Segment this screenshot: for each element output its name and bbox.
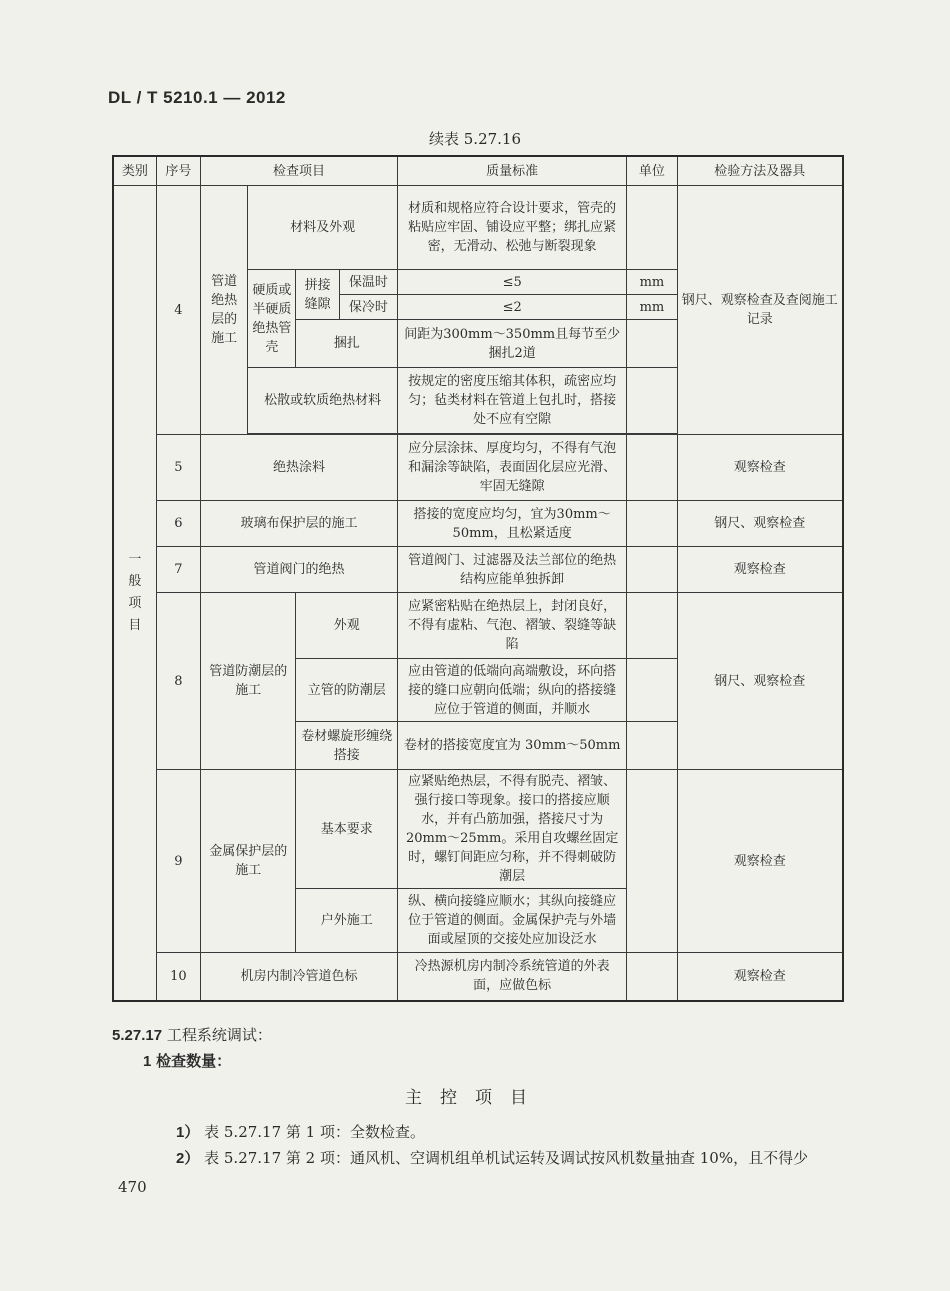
quality-standard: 应分层涂抹、厚度均匀，不得有气泡和漏涂等缺陷，表面固化层应光滑、牢固无缝隙 xyxy=(398,435,627,501)
row-number: 10 xyxy=(156,953,200,1001)
sub-item-label: 保冷时 xyxy=(339,295,397,320)
unit-cell xyxy=(627,501,677,547)
row-number: 8 xyxy=(156,593,200,770)
row-number: 9 xyxy=(156,770,200,953)
sub-item-1-text: 表 5.27.17 第 1 项：全数检查。 xyxy=(204,1123,425,1141)
category-general-items: 一 般 项 目 xyxy=(113,186,156,1001)
sub-item-label: 捆扎 xyxy=(296,320,398,368)
item-1 xyxy=(143,1050,231,1071)
col-header-method: 检验方法及器具 xyxy=(677,156,843,186)
inspection-method: 观察检查 xyxy=(677,547,843,593)
sub-item-1 xyxy=(176,1121,425,1142)
row-item: 管道阀门的绝热 xyxy=(200,547,397,593)
item-1-number: 1 xyxy=(143,1053,152,1070)
unit-cell xyxy=(627,593,677,659)
row-item: 玻璃布保护层的施工 xyxy=(200,501,397,547)
table-header-row xyxy=(113,156,843,186)
row-item: 管道绝热层的施工 xyxy=(200,186,247,435)
table-row xyxy=(113,953,843,1001)
quality-standard: 搭接的宽度应均匀，宜为30mm～50mm，且松紧适度 xyxy=(398,501,627,547)
inspection-method: 钢尺、观察检查及查阅施工记录 xyxy=(677,186,843,435)
quality-standard: 纵、横向接缝应顺水；其纵向接缝应位于管道的侧面。金属保护壳与外墙面或屋顶的交接处应加设泛水 xyxy=(398,889,627,953)
inspection-method: 观察检查 xyxy=(677,770,843,953)
col-header-unit: 单位 xyxy=(627,156,677,186)
unit-cell: mm xyxy=(627,295,677,320)
inspection-table xyxy=(112,155,844,1002)
inspection-method: 钢尺、观察检查 xyxy=(677,501,843,547)
inspection-method: 观察检查 xyxy=(677,435,843,501)
row-number: 7 xyxy=(156,547,200,593)
inspection-method: 钢尺、观察检查 xyxy=(677,593,843,770)
table-row xyxy=(113,186,843,270)
subtitle-main-items: 主控项目 xyxy=(405,1088,545,1108)
sub-item-label: 拼接缝隙 xyxy=(296,270,339,320)
sub-item-label: 材料及外观 xyxy=(248,186,398,270)
section-number: 5.27.17 xyxy=(112,1027,163,1044)
quality-standard: 按规定的密度压缩其体积，疏密应均匀；毡类材料在管道上包扎时，搭接处不应有空隙 xyxy=(398,368,627,434)
sub-item-label: 外观 xyxy=(296,593,398,659)
col-header-category: 类别 xyxy=(113,156,156,186)
col-header-number: 序号 xyxy=(156,156,200,186)
page-header-doc-code: DL / T 5210.1 — 2012 xyxy=(108,88,286,107)
section-heading xyxy=(112,1024,272,1045)
sub-item-2-number: 2） xyxy=(176,1150,200,1167)
row-item: 金属保护层的施工 xyxy=(200,770,296,953)
quality-standard: 冷热源机房内制冷系统管道的外表面，应做色标 xyxy=(398,953,627,1001)
sub-item-label: 基本要求 xyxy=(296,770,398,889)
unit-cell xyxy=(627,659,677,722)
quality-standard: ≤2 xyxy=(398,295,627,320)
sub-item-2 xyxy=(176,1147,808,1168)
quality-standard: 卷材的搭接宽度宜为 30mm～50mm xyxy=(398,722,627,770)
unit-cell xyxy=(627,320,677,368)
quality-standard: ≤5 xyxy=(398,270,627,295)
row-number: 6 xyxy=(156,501,200,547)
row-number: 5 xyxy=(156,435,200,501)
section-title: 工程系统调试： xyxy=(166,1026,272,1044)
item-1-text: 检查数量： xyxy=(156,1053,232,1070)
row-number: 4 xyxy=(156,186,200,435)
sub-item-2-text: 表 5.27.17 第 2 项：通风机、空调机组单机试运转及调试按风机数量抽查 10%，且不得少 xyxy=(204,1149,809,1167)
sub-item-label: 立管的防潮层 xyxy=(296,659,398,722)
quality-standard: 管道阀门、过滤器及法兰部位的绝热结构应能单独拆卸 xyxy=(398,547,627,593)
sub-item-label: 松散或软质绝热材料 xyxy=(248,368,398,434)
unit-cell xyxy=(627,435,677,501)
unit-cell xyxy=(627,368,677,434)
col-header-standard: 质量标准 xyxy=(398,156,627,186)
page-number: 470 xyxy=(118,1178,147,1196)
unit-cell xyxy=(627,547,677,593)
row-item: 绝热涂料 xyxy=(200,435,397,501)
unit-cell xyxy=(627,953,677,1001)
quality-standard: 应紧贴绝热层，不得有脱壳、褶皱、强行接口等现象。接口的搭接应顺水，并有凸筋加强，搭接尺寸为20mm～25mm。采用自攻螺丝固定时，螺钉间距应匀称，并不得刺破防潮层 xyxy=(398,770,627,889)
quality-standard: 间距为300mm～350mm且每节至少捆扎2道 xyxy=(398,320,627,368)
col-header-item: 检查项目 xyxy=(200,156,397,186)
quality-standard: 应紧密粘贴在绝热层上，封闭良好，不得有虚粘、气泡、褶皱、裂缝等缺陷 xyxy=(398,593,627,659)
sub-item-label: 硬质或半硬质绝热管壳 xyxy=(248,270,296,368)
quality-standard: 应由管道的低端向高端敷设，环向搭接的缝口应朝向低端；纵向的搭接缝应位于管道的侧面，并顺水 xyxy=(398,659,627,722)
quality-standard: 材质和规格应符合设计要求，管壳的粘贴应牢固、铺设应平整；绑扎应紧密，无滑动、松弛与断裂现象 xyxy=(398,186,627,270)
unit-cell xyxy=(627,722,677,770)
row-item: 管道防潮层的施工 xyxy=(200,593,296,770)
table-row xyxy=(113,593,843,659)
unit-cell xyxy=(627,770,677,953)
sub-item-label: 保温时 xyxy=(339,270,397,295)
table-caption: 续表 5.27.16 xyxy=(428,130,522,148)
table-row xyxy=(113,547,843,593)
inspection-method: 观察检查 xyxy=(677,953,843,1001)
unit-cell: mm xyxy=(627,270,677,295)
table-row xyxy=(113,435,843,501)
unit-cell xyxy=(627,186,677,270)
table-row xyxy=(113,770,843,889)
row-item: 机房内制冷管道色标 xyxy=(200,953,397,1001)
sub-item-1-number: 1） xyxy=(176,1124,200,1141)
sub-item-label: 卷材螺旋形缠绕搭接 xyxy=(296,722,398,770)
sub-item-label: 户外施工 xyxy=(296,889,398,953)
table-row xyxy=(113,501,843,547)
